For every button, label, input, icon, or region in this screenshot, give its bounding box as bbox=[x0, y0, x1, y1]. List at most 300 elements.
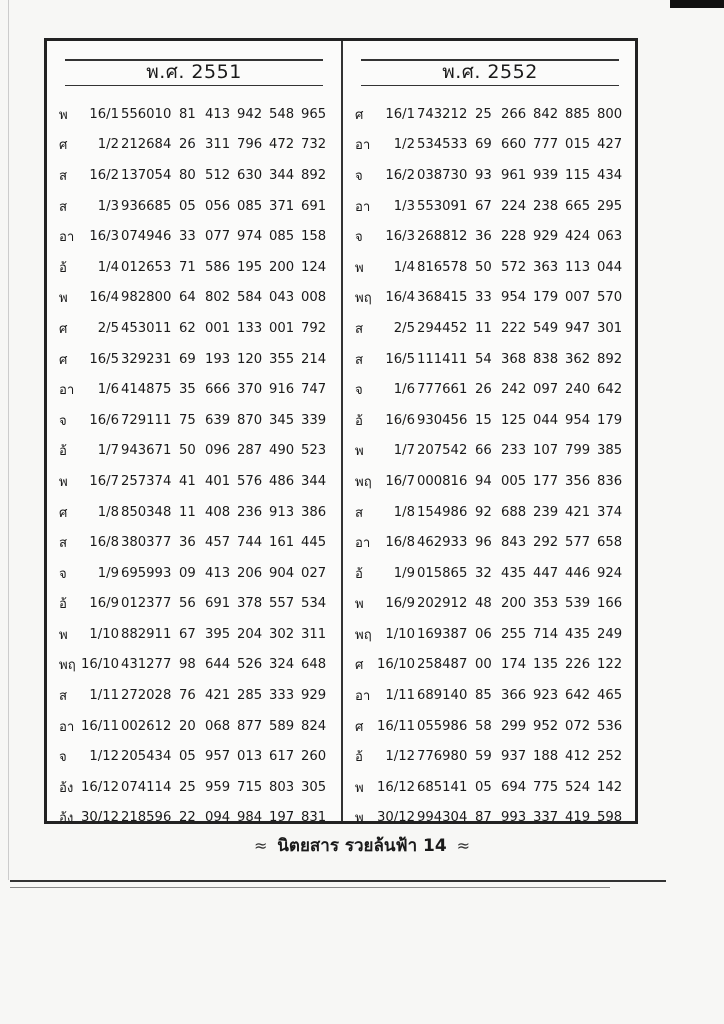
three-digit-2: 576 bbox=[237, 473, 263, 489]
three-digit-3: 344 bbox=[269, 167, 295, 183]
three-digit-2: 337 bbox=[533, 810, 559, 826]
draw-day: พ bbox=[355, 811, 364, 827]
table-row bbox=[59, 191, 335, 222]
draw-day: อ้ง bbox=[59, 780, 74, 796]
three-digit-1: 096 bbox=[205, 443, 231, 459]
draw-date: 1/9 bbox=[393, 565, 415, 581]
first-prize: 015865 bbox=[417, 565, 468, 581]
draw-day: พฤ bbox=[59, 658, 76, 674]
two-digit-prize: 26 bbox=[179, 137, 196, 153]
draw-date: 16/8 bbox=[385, 535, 415, 551]
three-digit-3: 424 bbox=[565, 229, 591, 245]
three-digit-3: 115 bbox=[565, 167, 591, 183]
first-prize: 258487 bbox=[417, 657, 468, 673]
first-prize: 556010 bbox=[121, 106, 172, 122]
three-digit-4: 008 bbox=[301, 290, 327, 306]
three-digit-1: 572 bbox=[501, 259, 527, 275]
three-digit-4: 027 bbox=[301, 565, 327, 581]
draw-day: อา bbox=[59, 230, 75, 246]
column-header bbox=[361, 59, 619, 86]
first-prize: 000816 bbox=[417, 473, 468, 489]
three-digit-3: 490 bbox=[269, 443, 295, 459]
three-digit-1: 644 bbox=[205, 657, 231, 673]
three-digit-3: 113 bbox=[565, 259, 591, 275]
three-digit-4: 063 bbox=[597, 229, 623, 245]
two-digit-prize: 26 bbox=[475, 382, 492, 398]
draw-date: 1/6 bbox=[97, 382, 119, 398]
two-digit-prize: 11 bbox=[179, 504, 196, 520]
three-digit-2: 285 bbox=[237, 688, 263, 704]
three-digit-4: 249 bbox=[597, 626, 623, 642]
two-digit-prize: 80 bbox=[179, 167, 196, 183]
three-digit-4: 445 bbox=[301, 535, 327, 551]
two-digit-prize: 05 bbox=[475, 779, 492, 795]
three-digit-4: 892 bbox=[597, 351, 623, 367]
two-digit-prize: 67 bbox=[475, 198, 492, 214]
three-digit-4: 536 bbox=[597, 718, 623, 734]
three-digit-1: 266 bbox=[501, 106, 527, 122]
three-digit-1: 413 bbox=[205, 565, 231, 581]
three-digit-1: 666 bbox=[205, 382, 231, 398]
draw-date: 1/11 bbox=[385, 688, 415, 704]
three-digit-1: 368 bbox=[501, 351, 527, 367]
three-digit-1: 401 bbox=[205, 473, 231, 489]
draw-date: 16/12 bbox=[81, 779, 120, 795]
three-digit-4: 929 bbox=[301, 688, 327, 704]
three-digit-3: 446 bbox=[565, 565, 591, 581]
three-digit-1: 586 bbox=[205, 259, 231, 275]
three-digit-2: 188 bbox=[533, 749, 559, 765]
three-digit-3: 333 bbox=[269, 688, 295, 704]
first-prize: 729111 bbox=[121, 412, 172, 428]
three-digit-2: 370 bbox=[237, 382, 263, 398]
draw-day: ส bbox=[59, 536, 68, 552]
draw-day: อา bbox=[355, 536, 371, 552]
three-digit-2: 378 bbox=[237, 596, 263, 612]
two-digit-prize: 76 bbox=[179, 688, 196, 704]
three-digit-3: 355 bbox=[269, 351, 295, 367]
two-digit-prize: 11 bbox=[475, 320, 492, 336]
three-digit-3: 577 bbox=[565, 535, 591, 551]
draw-date: 2/5 bbox=[393, 320, 415, 336]
two-digit-prize: 87 bbox=[475, 810, 492, 826]
draw-date: 16/2 bbox=[385, 167, 415, 183]
three-digit-2: 133 bbox=[237, 320, 263, 336]
three-digit-2: 107 bbox=[533, 443, 559, 459]
three-digit-2: 744 bbox=[237, 535, 263, 551]
table-row bbox=[355, 466, 631, 497]
three-digit-4: 427 bbox=[597, 137, 623, 153]
three-digit-3: 200 bbox=[269, 259, 295, 275]
three-digit-2: 195 bbox=[237, 259, 263, 275]
two-digit-prize: 41 bbox=[179, 473, 196, 489]
three-digit-2: 939 bbox=[533, 167, 559, 183]
three-digit-3: 302 bbox=[269, 626, 295, 642]
three-digit-2: 549 bbox=[533, 320, 559, 336]
two-digit-prize: 94 bbox=[475, 473, 492, 489]
three-digit-1: 001 bbox=[205, 320, 231, 336]
table-row bbox=[59, 589, 335, 620]
draw-date: 1/10 bbox=[89, 626, 119, 642]
table-row bbox=[59, 374, 335, 405]
three-digit-2: 584 bbox=[237, 290, 263, 306]
page-edge-line bbox=[8, 0, 9, 880]
first-prize: 534533 bbox=[417, 137, 468, 153]
draw-day: ส bbox=[355, 352, 364, 368]
three-digit-1: 311 bbox=[205, 137, 231, 153]
three-digit-3: 356 bbox=[565, 473, 591, 489]
first-prize: 695993 bbox=[121, 565, 172, 581]
three-digit-4: 166 bbox=[597, 596, 623, 612]
three-digit-1: 125 bbox=[501, 412, 527, 428]
footer-ornament-right: ≈ bbox=[456, 836, 471, 855]
three-digit-3: 412 bbox=[565, 749, 591, 765]
draw-day: พฤ bbox=[355, 627, 372, 643]
table-row bbox=[355, 160, 631, 191]
three-digit-4: 598 bbox=[597, 810, 623, 826]
three-digit-1: 993 bbox=[501, 810, 527, 826]
result-rows bbox=[59, 99, 335, 833]
three-digit-3: 617 bbox=[269, 749, 295, 765]
three-digit-1: 224 bbox=[501, 198, 527, 214]
three-digit-4: 792 bbox=[301, 320, 327, 336]
two-digit-prize: 59 bbox=[475, 749, 492, 765]
two-digit-prize: 50 bbox=[179, 443, 196, 459]
three-digit-2: 238 bbox=[533, 198, 559, 214]
table-row bbox=[355, 497, 631, 528]
three-digit-4: 924 bbox=[597, 565, 623, 581]
draw-date: 1/6 bbox=[393, 382, 415, 398]
draw-date: 1/7 bbox=[97, 443, 119, 459]
three-digit-4: 836 bbox=[597, 473, 623, 489]
three-digit-4: 374 bbox=[597, 504, 623, 520]
three-digit-3: 371 bbox=[269, 198, 295, 214]
draw-date: 16/11 bbox=[377, 718, 416, 734]
three-digit-4: 214 bbox=[301, 351, 327, 367]
table-row bbox=[59, 221, 335, 252]
two-digit-prize: 85 bbox=[475, 688, 492, 704]
three-digit-4: 301 bbox=[597, 320, 623, 336]
two-digit-prize: 93 bbox=[475, 167, 492, 183]
three-digit-3: 557 bbox=[269, 596, 295, 612]
three-digit-1: 395 bbox=[205, 626, 231, 642]
three-digit-3: 226 bbox=[565, 657, 591, 673]
draw-day: อ้ bbox=[59, 597, 67, 613]
draw-date: 1/3 bbox=[393, 198, 415, 214]
two-digit-prize: 96 bbox=[475, 535, 492, 551]
table-row bbox=[355, 527, 631, 558]
header-rule bbox=[65, 59, 323, 61]
table-row bbox=[59, 344, 335, 375]
three-digit-2: 236 bbox=[237, 504, 263, 520]
three-digit-4: 179 bbox=[597, 412, 623, 428]
three-digit-1: 094 bbox=[205, 810, 231, 826]
table-row bbox=[355, 374, 631, 405]
table-row bbox=[59, 558, 335, 589]
three-digit-3: 539 bbox=[565, 596, 591, 612]
two-digit-prize: 69 bbox=[179, 351, 196, 367]
first-prize: 453011 bbox=[121, 320, 172, 336]
two-digit-prize: 92 bbox=[475, 504, 492, 520]
table-row bbox=[59, 99, 335, 130]
two-digit-prize: 35 bbox=[179, 382, 196, 398]
table-row bbox=[59, 252, 335, 283]
draw-day: อา bbox=[59, 383, 75, 399]
two-digit-prize: 20 bbox=[179, 718, 196, 734]
three-digit-4: 648 bbox=[301, 657, 327, 673]
three-digit-1: 688 bbox=[501, 504, 527, 520]
draw-day: พ bbox=[59, 474, 68, 490]
first-prize: 272028 bbox=[121, 688, 172, 704]
magazine-title: นิตยสาร รวยล้นฟ้า 14 bbox=[277, 836, 447, 856]
two-digit-prize: 06 bbox=[475, 626, 492, 642]
three-digit-2: 714 bbox=[533, 626, 559, 642]
three-digit-4: 311 bbox=[301, 626, 327, 642]
three-digit-1: 421 bbox=[205, 688, 231, 704]
three-digit-2: 842 bbox=[533, 106, 559, 122]
draw-day: พฤ bbox=[355, 474, 372, 490]
three-digit-2: 630 bbox=[237, 167, 263, 183]
three-digit-1: 056 bbox=[205, 198, 231, 214]
three-digit-3: 197 bbox=[269, 810, 295, 826]
result-rows bbox=[355, 99, 631, 833]
draw-date: 1/10 bbox=[385, 626, 415, 642]
table-row bbox=[59, 130, 335, 161]
first-prize: 268812 bbox=[417, 229, 468, 245]
first-prize: 137054 bbox=[121, 167, 172, 183]
first-prize: 055986 bbox=[417, 718, 468, 734]
table-row bbox=[355, 589, 631, 620]
three-digit-4: 570 bbox=[597, 290, 623, 306]
three-digit-2: 239 bbox=[533, 504, 559, 520]
three-digit-3: 954 bbox=[565, 412, 591, 428]
draw-date: 16/7 bbox=[89, 473, 119, 489]
three-digit-3: 007 bbox=[565, 290, 591, 306]
first-prize: 154986 bbox=[417, 504, 468, 520]
three-digit-4: 732 bbox=[301, 137, 327, 153]
first-prize: 074114 bbox=[121, 779, 172, 795]
two-digit-prize: 58 bbox=[475, 718, 492, 734]
two-digit-prize: 62 bbox=[179, 320, 196, 336]
draw-date: 16/8 bbox=[89, 535, 119, 551]
table-row bbox=[59, 741, 335, 772]
three-digit-1: 174 bbox=[501, 657, 527, 673]
two-digit-prize: 67 bbox=[179, 626, 196, 642]
three-digit-3: 486 bbox=[269, 473, 295, 489]
three-digit-2: 204 bbox=[237, 626, 263, 642]
lottery-results-table bbox=[44, 38, 638, 827]
draw-day: พ bbox=[59, 107, 68, 123]
draw-day: อ้ง bbox=[59, 811, 74, 827]
two-digit-prize: 71 bbox=[179, 259, 196, 275]
three-digit-4: 691 bbox=[301, 198, 327, 214]
draw-day: อา bbox=[355, 199, 371, 215]
three-digit-4: 534 bbox=[301, 596, 327, 612]
three-digit-2: 353 bbox=[533, 596, 559, 612]
three-digit-2: 120 bbox=[237, 351, 263, 367]
table-row bbox=[59, 650, 335, 681]
draw-date: 1/11 bbox=[89, 688, 119, 704]
three-digit-1: 512 bbox=[205, 167, 231, 183]
three-digit-4: 385 bbox=[597, 443, 623, 459]
three-digit-3: 435 bbox=[565, 626, 591, 642]
table-row bbox=[59, 711, 335, 742]
first-prize: 930456 bbox=[417, 412, 468, 428]
draw-day: อ้ bbox=[59, 260, 67, 276]
three-digit-3: 904 bbox=[269, 565, 295, 581]
three-digit-2: 796 bbox=[237, 137, 263, 153]
three-digit-3: 642 bbox=[565, 688, 591, 704]
three-digit-3: 548 bbox=[269, 106, 295, 122]
table-row bbox=[59, 497, 335, 528]
table-row bbox=[355, 772, 631, 803]
three-digit-2: 179 bbox=[533, 290, 559, 306]
first-prize: 368415 bbox=[417, 290, 468, 306]
three-digit-3: 345 bbox=[269, 412, 295, 428]
three-digit-2: 775 bbox=[533, 779, 559, 795]
draw-day: จ bbox=[355, 383, 363, 399]
three-digit-3: 916 bbox=[269, 382, 295, 398]
draw-day: ศ bbox=[355, 107, 364, 123]
draw-date: 16/6 bbox=[385, 412, 415, 428]
three-digit-4: 523 bbox=[301, 443, 327, 459]
first-prize: 943671 bbox=[121, 443, 172, 459]
three-digit-1: 222 bbox=[501, 320, 527, 336]
column-2551 bbox=[47, 41, 341, 827]
draw-day: อา bbox=[355, 138, 371, 154]
three-digit-3: 472 bbox=[269, 137, 295, 153]
table-row bbox=[355, 221, 631, 252]
draw-day: ศ bbox=[59, 352, 68, 368]
three-digit-2: 974 bbox=[237, 229, 263, 245]
draw-date: 30/12 bbox=[81, 810, 120, 826]
three-digit-1: 233 bbox=[501, 443, 527, 459]
three-digit-1: 457 bbox=[205, 535, 231, 551]
first-prize: 777661 bbox=[417, 382, 468, 398]
bottom-rule-thin bbox=[10, 887, 610, 888]
three-digit-2: 013 bbox=[237, 749, 263, 765]
draw-date: 1/12 bbox=[89, 749, 119, 765]
two-digit-prize: 22 bbox=[179, 810, 196, 826]
first-prize: 743212 bbox=[417, 106, 468, 122]
three-digit-3: 072 bbox=[565, 718, 591, 734]
first-prize: 202912 bbox=[417, 596, 468, 612]
two-digit-prize: 54 bbox=[475, 351, 492, 367]
three-digit-2: 177 bbox=[533, 473, 559, 489]
draw-day: พ bbox=[355, 597, 364, 613]
first-prize: 685141 bbox=[417, 779, 468, 795]
two-digit-prize: 81 bbox=[179, 106, 196, 122]
table-row bbox=[355, 313, 631, 344]
three-digit-1: 413 bbox=[205, 106, 231, 122]
first-prize: 414875 bbox=[121, 382, 172, 398]
three-digit-2: 715 bbox=[237, 779, 263, 795]
three-digit-2: 923 bbox=[533, 688, 559, 704]
three-digit-1: 005 bbox=[501, 473, 527, 489]
two-digit-prize: 48 bbox=[475, 596, 492, 612]
three-digit-3: 803 bbox=[269, 779, 295, 795]
draw-date: 16/3 bbox=[89, 229, 119, 245]
table-row bbox=[355, 130, 631, 161]
draw-date: 1/2 bbox=[393, 137, 415, 153]
table-row bbox=[59, 405, 335, 436]
table-row bbox=[59, 466, 335, 497]
three-digit-2: 292 bbox=[533, 535, 559, 551]
draw-day: อ้ bbox=[355, 750, 363, 766]
table-row bbox=[355, 344, 631, 375]
table-row bbox=[355, 803, 631, 834]
draw-date: 16/5 bbox=[89, 351, 119, 367]
two-digit-prize: 15 bbox=[475, 412, 492, 428]
draw-day: จ bbox=[355, 168, 363, 184]
draw-day: พ bbox=[59, 627, 68, 643]
first-prize: 462933 bbox=[417, 535, 468, 551]
draw-date: 2/5 bbox=[97, 320, 119, 336]
two-digit-prize: 36 bbox=[475, 229, 492, 245]
draw-date: 16/4 bbox=[385, 290, 415, 306]
table-row bbox=[59, 313, 335, 344]
draw-day: จ bbox=[59, 566, 67, 582]
first-prize: 169387 bbox=[417, 626, 468, 642]
first-prize: 431277 bbox=[121, 657, 172, 673]
draw-date: 1/4 bbox=[97, 259, 119, 275]
three-digit-2: 085 bbox=[237, 198, 263, 214]
draw-day: อ้ bbox=[59, 444, 67, 460]
table-row bbox=[59, 619, 335, 650]
table-row bbox=[59, 527, 335, 558]
first-prize: 012377 bbox=[121, 596, 172, 612]
draw-date: 16/4 bbox=[89, 290, 119, 306]
footer-ornament-left: ≈ bbox=[253, 836, 268, 855]
two-digit-prize: 05 bbox=[179, 198, 196, 214]
three-digit-3: 324 bbox=[269, 657, 295, 673]
draw-day: ศ bbox=[59, 505, 68, 521]
first-prize: 982800 bbox=[121, 290, 172, 306]
three-digit-2: 287 bbox=[237, 443, 263, 459]
three-digit-1: 435 bbox=[501, 565, 527, 581]
two-digit-prize: 56 bbox=[179, 596, 196, 612]
three-digit-3: 799 bbox=[565, 443, 591, 459]
draw-date: 1/12 bbox=[385, 749, 415, 765]
draw-day: ส bbox=[59, 168, 68, 184]
draw-day: จ bbox=[355, 230, 363, 246]
two-digit-prize: 98 bbox=[179, 657, 196, 673]
table-row bbox=[355, 741, 631, 772]
table-row bbox=[59, 803, 335, 834]
draw-day: พ bbox=[355, 444, 364, 460]
three-digit-1: 694 bbox=[501, 779, 527, 795]
first-prize: 205434 bbox=[121, 749, 172, 765]
year-title: พ.ศ. 2552 bbox=[442, 61, 538, 83]
draw-day: จ bbox=[59, 413, 67, 429]
draw-day: พ bbox=[355, 780, 364, 796]
two-digit-prize: 69 bbox=[475, 137, 492, 153]
two-digit-prize: 75 bbox=[179, 412, 196, 428]
three-digit-4: 339 bbox=[301, 412, 327, 428]
three-digit-3: 161 bbox=[269, 535, 295, 551]
first-prize: 002612 bbox=[121, 718, 172, 734]
draw-day: ส bbox=[355, 321, 364, 337]
three-digit-1: 242 bbox=[501, 382, 527, 398]
three-digit-4: 124 bbox=[301, 259, 327, 275]
three-digit-3: 913 bbox=[269, 504, 295, 520]
draw-date: 1/7 bbox=[393, 443, 415, 459]
three-digit-2: 135 bbox=[533, 657, 559, 673]
three-digit-1: 255 bbox=[501, 626, 527, 642]
two-digit-prize: 50 bbox=[475, 259, 492, 275]
draw-day: อา bbox=[59, 719, 75, 735]
two-digit-prize: 36 bbox=[179, 535, 196, 551]
